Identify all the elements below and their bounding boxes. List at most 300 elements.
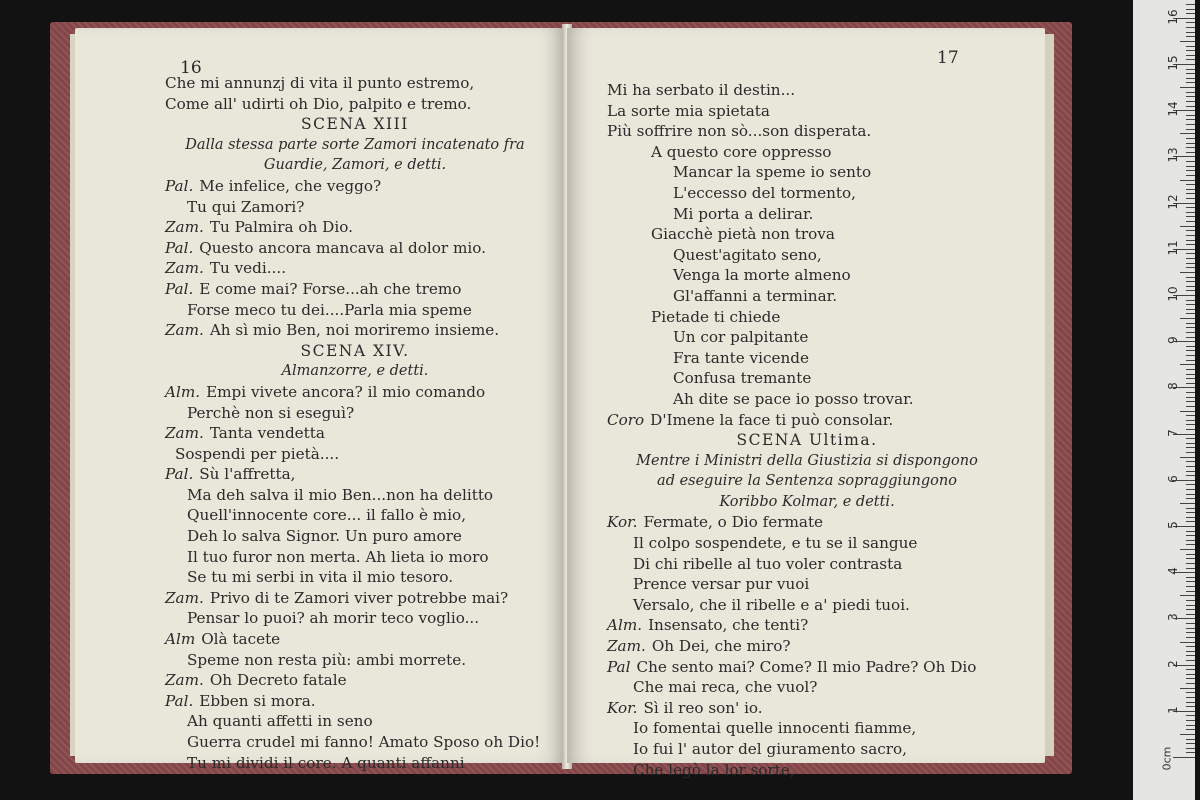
ruler-tick [1186,92,1195,93]
line-text: E come mai? Forse...ah che tremo [199,279,462,298]
ruler-tick [1186,397,1195,398]
ruler-tick [1186,327,1195,328]
ruler-tick [1186,748,1195,749]
text-line [607,142,1007,163]
line-text: Io fui l' autor del giuramento sacro, [633,740,907,758]
text-line [165,320,545,341]
text-line [165,361,545,382]
ruler-tick [1186,674,1195,675]
ruler-tick [1186,263,1195,264]
text-line [607,574,1007,595]
text-line [607,80,1007,101]
line-text: Oh Dei, che miro? [651,637,791,656]
text-line [165,135,545,156]
text-line [165,94,545,115]
line-text: Ah sì mio Ben, noi moriremo insieme. [209,321,500,340]
line-text: Mi porta a delirar. [673,204,814,223]
line-text: Tu vedi.... [209,259,287,278]
text-line [607,265,1007,286]
ruler-tick [1186,494,1195,495]
ruler-tick [1186,586,1195,587]
speaker-label: Alm. [607,616,643,635]
line-text: Versalo, che il ribelle e a' piedi tuoi. [633,595,910,614]
line-text: Quest'agitato seno, [673,245,822,264]
ruler-tick [1186,646,1195,647]
text-line [607,368,1007,389]
ruler-tick [1186,161,1195,162]
speaker-label: Pal. [165,465,194,484]
ruler-tick [1180,318,1195,319]
text-line [165,176,545,197]
ruler-tick [1186,346,1195,347]
ruler-tick [1186,489,1195,490]
text-line [607,307,1007,328]
speaker-label: Zam. [607,637,646,656]
ruler-tick [1186,637,1195,638]
line-text: Giacchè pietà non trova [651,225,835,244]
text-line [607,471,1007,492]
line-text: Speme non resta più: ambi morrete. [187,650,467,669]
speaker-label: Kor. [607,698,638,717]
line-text: Tu Palmira oh Dio. [209,218,353,237]
ruler-tick [1186,244,1195,245]
ruler-number: 11 [1166,240,1180,256]
text-line [165,505,545,526]
text-line [607,410,1007,431]
text-line [165,650,545,671]
ruler-tick [1186,628,1195,629]
line-text: Il colpo sospendete, e tu se il sangue [633,534,918,553]
text-line [165,629,545,650]
ruler-number: 6 [1166,474,1180,483]
ruler-tick [1186,55,1195,56]
text-line [607,204,1007,225]
ruler-tick [1186,729,1195,730]
ruler-tick [1186,678,1195,679]
ruler-number: 1 [1166,705,1180,714]
text-line [607,657,1007,678]
ruler-number: 14 [1166,101,1180,117]
ruler-tick [1186,424,1195,425]
ruler-tick [1186,277,1195,278]
line-text: Pietade ti chiede [651,307,781,326]
text-line [165,526,545,547]
line-text: Che sento mai? Come? Il mio Padre? Oh Dio [636,657,977,676]
ruler-tick [1173,757,1195,758]
line-text: Che mai reca, che vuol? [633,678,818,697]
ruler-tick [1186,558,1195,559]
speaker-label: Zam. [165,671,204,690]
ruler-tick [1186,198,1195,199]
page-number-left: 16 [180,58,202,78]
text-line [607,121,1007,142]
text-line [607,595,1007,616]
text-line [165,382,545,403]
text-line [607,718,1007,739]
line-text: Venga la morte almeno [673,266,851,285]
text-line [607,492,1007,513]
ruler-tick [1186,32,1195,33]
line-text: Deh lo salva Signor. Un puro amore [187,527,462,546]
line-text: Dalla stessa parte sorte Zamori incatenato fra [185,136,525,153]
ruler-tick [1186,166,1195,167]
ruler-tick [1186,286,1195,287]
ruler-tick [1186,651,1195,652]
line-text: Come all' udirti oh Dio, palpito e tremo. [165,94,472,113]
line-text: Tanta vendetta [209,424,325,443]
text-line [165,114,545,135]
ruler-tick [1186,401,1195,402]
line-text: Tu qui Zamori? [187,197,305,216]
ruler-tick [1186,447,1195,448]
ruler-tick [1186,281,1195,282]
text-line [165,341,545,362]
text-line [165,464,545,485]
line-text: SCENA Ultima. [736,431,878,450]
text-line [607,245,1007,266]
ruler-tick [1186,632,1195,633]
line-text: Mentre i Ministri della Giustizia si dispongono [636,452,978,469]
ruler-tick [1186,313,1195,314]
speaker-label: Kor. [607,513,638,532]
ruler-tick [1186,216,1195,217]
speaker-label: Zam. [165,424,204,443]
speaker-label: Zam. [165,259,204,278]
ruler-tick [1180,364,1195,365]
ruler-tick [1186,230,1195,231]
ruler-number: 5 [1166,521,1180,529]
ruler-tick [1186,22,1195,23]
ruler-tick [1186,138,1195,139]
ruler-tick [1180,41,1195,42]
ruler-tick [1186,101,1195,102]
ruler-tick [1186,36,1195,37]
line-text: Insensato, che tenti? [648,616,809,635]
line-text: Oh Decreto fatale [209,671,347,690]
ruler-tick [1186,461,1195,462]
text-line [607,286,1007,307]
ruler-tick [1186,540,1195,541]
ruler-tick [1186,406,1195,407]
line-text: Prence versar pur vuoi [633,575,810,594]
ruler-tick [1180,688,1195,689]
text-line [607,554,1007,575]
ruler-tick [1186,512,1195,513]
line-text: Perchè non si eseguì? [187,403,355,422]
line-text: D'Imene la face ti può consolar. [650,410,894,429]
ruler-tick [1186,535,1195,536]
ruler-unit-label: 0cm [1160,746,1174,771]
text-line [165,691,545,712]
text-line [165,238,545,259]
ruler-number: 2 [1166,659,1180,668]
text-line [165,732,545,753]
line-text: Sospendi per pietà.... [175,444,340,463]
ruler-tick [1186,253,1195,254]
ruler-tick [1186,702,1195,703]
ruler-tick [1186,715,1195,716]
ruler-tick [1186,175,1195,176]
ruler-tick [1186,739,1195,740]
ruler-tick [1186,706,1195,707]
text-line [607,739,1007,760]
text-line [165,753,545,774]
ruler-tick [1186,106,1195,107]
line-text: Fermate, o Dio fermate [643,513,824,532]
text-line [607,533,1007,554]
ruler-tick [1186,614,1195,615]
ruler-tick [1186,82,1195,83]
text-line [165,217,545,238]
ruler-tick [1186,147,1195,148]
ruler-tick [1186,50,1195,51]
text-line [607,512,1007,533]
ruler-tick [1186,73,1195,74]
line-text: Tu mi dividi il core. A quanti affanni [187,753,465,772]
line-text: Sì il reo son' io. [643,698,763,717]
ruler-tick [1186,337,1195,338]
ruler-tick [1186,508,1195,509]
ruler-tick [1186,669,1195,670]
ruler-tick [1186,143,1195,144]
ruler-tick [1186,697,1195,698]
line-text: Me infelice, che veggo? [199,176,382,195]
ruler-tick [1186,443,1195,444]
ruler-tick [1180,272,1195,273]
text-line [607,677,1007,698]
ruler-tick [1186,13,1195,14]
ruler-number: 7 [1166,428,1180,437]
line-text: ad eseguire la Sentenza sopraggiungono [657,473,957,490]
ruler-tick [1186,544,1195,545]
ruler-tick [1186,531,1195,532]
ruler-number: 3 [1166,613,1180,622]
ruler-tick [1186,96,1195,97]
text-line [165,444,545,465]
line-text: Ah quanti affetti in seno [187,712,373,731]
ruler-tick [1186,725,1195,726]
text-line [607,430,1007,451]
page-number-right: 17 [937,48,959,68]
ruler-number: 9 [1166,336,1180,345]
text-line [165,567,545,588]
ruler-tick [1186,517,1195,518]
ruler-tick [1186,193,1195,194]
speaker-label: Zam. [165,218,204,237]
line-text: Quell'innocente core... il fallo è mio, [187,506,467,525]
ruler-tick [1186,743,1195,744]
ruler-tick [1186,521,1195,522]
ruler-number: 10 [1166,286,1180,302]
ruler-tick [1186,309,1195,310]
ruler-tick [1186,563,1195,564]
speaker-label: Zam. [165,588,204,607]
ruler-tick [1186,115,1195,116]
line-text: L'eccesso del tormento, [673,183,856,202]
line-text: Confusa tremante [673,369,812,388]
ruler-tick [1186,355,1195,356]
line-text: Fra tante vicende [673,348,809,367]
left-page [75,28,565,772]
ruler-tick [1180,133,1195,134]
text-line [165,423,545,444]
text-line [607,183,1007,204]
ruler-tick [1180,87,1195,88]
speaker-label: Coro [607,410,645,429]
speaker-label: Pal [607,657,631,676]
ruler-tick [1186,374,1195,375]
ruler-tick [1180,549,1195,550]
ruler-tick [1186,119,1195,120]
line-text: Se tu mi serbi in vita il mio tesoro. [187,568,454,587]
line-text: Olà tacete [201,630,281,649]
ruler-tick [1186,581,1195,582]
ruler-tick [1186,304,1195,305]
text-line [607,636,1007,657]
ruler-number: 13 [1166,147,1180,164]
ruler-tick [1186,438,1195,439]
line-text: Pensar lo puoi? ah morir teco voglio... [187,609,480,628]
line-text: Il tuo furor non merta. Ah lieta io moro [187,547,489,566]
ruler-tick [1186,600,1195,601]
ruler-tick [1186,69,1195,70]
ruler-tick [1186,152,1195,153]
ruler-tick [1186,605,1195,606]
ruler-tick [1186,4,1195,5]
line-text: Che legò la lor sorte, [633,760,795,779]
ruler-tick [1186,655,1195,656]
speaker-label: Alm. [165,382,201,401]
line-text: Forse meco tu dei....Parla mia speme [187,300,472,319]
ruler-tick [1186,568,1195,569]
ruler-tick [1186,170,1195,171]
ruler-tick [1186,46,1195,47]
text-line [165,197,545,218]
ruler-tick [1186,392,1195,393]
line-text: Ebben si mora. [199,691,316,710]
ruler-number: 8 [1166,382,1180,391]
ruler-tick [1186,189,1195,190]
ruler-number: 12 [1166,193,1180,210]
ruler-tick [1180,642,1195,643]
line-text: SCENA XIV. [300,341,410,360]
text-line [607,615,1007,636]
ruler-tick [1186,429,1195,430]
ruler-tick [1186,475,1195,476]
ruler-tick [1186,184,1195,185]
text-line [165,485,545,506]
text-line [607,101,1007,122]
left-page-text [165,73,545,773]
text-line [607,162,1007,183]
line-text: Che mi annunzj di vita il punto estremo, [165,74,475,92]
line-text: Gl'affanni a terminar. [673,286,838,305]
line-text: La sorte mia spietata [607,101,770,120]
ruler-tick [1186,207,1195,208]
ruler-tick [1186,59,1195,60]
measurement-ruler [1133,0,1195,800]
ruler-number: 16 [1166,9,1180,25]
line-text: Guardie, Zamori, e detti. [263,157,447,174]
line-text: Di chi ribelle al tuo voler contrasta [633,554,903,573]
ruler-tick [1180,180,1195,181]
line-text: SCENA XIII [301,115,409,134]
speaker-label: Pal. [165,279,194,298]
ruler-tick [1186,378,1195,379]
ruler-tick [1186,332,1195,333]
text-line [165,300,545,321]
line-text: A questo core oppresso [651,142,832,161]
line-text: Almanzorre, e detti. [281,363,429,380]
line-text: Sù l'affretta, [199,465,296,484]
ruler-tick [1186,360,1195,361]
line-text: Koribbo Kolmar, e detti. [719,493,895,510]
ruler-tick [1186,484,1195,485]
text-line [607,698,1007,719]
ruler-tick [1186,124,1195,125]
text-line [165,155,545,176]
ruler-tick [1186,78,1195,79]
text-line [165,588,545,609]
text-line [165,608,545,629]
ruler-tick [1186,27,1195,28]
ruler-tick [1186,471,1195,472]
line-text: Empi vivete ancora? il mio comando [206,382,486,401]
ruler-tick [1186,554,1195,555]
line-text: Mancar la speme io sento [673,163,872,182]
text-line [607,451,1007,472]
ruler-tick [1186,452,1195,453]
ruler-tick [1186,212,1195,213]
line-text: Più soffrire non sò...son disperata. [607,122,872,141]
ruler-tick [1180,503,1195,504]
ruler-tick [1186,591,1195,592]
ruler-tick [1186,683,1195,684]
line-text: Ah dite se pace io posso trovar. [673,389,914,408]
text-line [165,711,545,732]
text-line [165,403,545,424]
ruler-tick [1186,290,1195,291]
ruler-tick [1180,457,1195,458]
ruler-tick [1180,734,1195,735]
ruler-tick [1186,415,1195,416]
text-line [165,258,545,279]
line-text: Questo ancora mancava al dolor mio. [199,238,486,257]
ruler-tick [1186,369,1195,370]
speaker-label: Pal. [165,238,194,257]
ruler-tick [1186,692,1195,693]
line-text: Guerra crudel mi fanno! Amato Sposo oh Dio! [187,733,541,751]
ruler-tick [1186,720,1195,721]
line-text: Ma deh salva il mio Ben...non ha delitto [187,485,494,504]
ruler-tick [1186,300,1195,301]
ruler-tick [1186,466,1195,467]
ruler-tick [1180,595,1195,596]
speaker-label: Zam. [165,321,204,340]
line-text: Io fomentai quelle innocenti fiamme, [633,719,917,738]
text-line [607,760,1007,781]
text-line [607,389,1007,410]
text-line [165,547,545,568]
ruler-number: 4 [1166,567,1180,576]
right-page [567,28,1045,779]
ruler-tick [1186,577,1195,578]
speaker-label: Alm [165,630,196,649]
ruler-tick [1186,9,1195,10]
text-line [607,224,1007,245]
text-line [607,348,1007,369]
ruler-tick [1186,240,1195,241]
